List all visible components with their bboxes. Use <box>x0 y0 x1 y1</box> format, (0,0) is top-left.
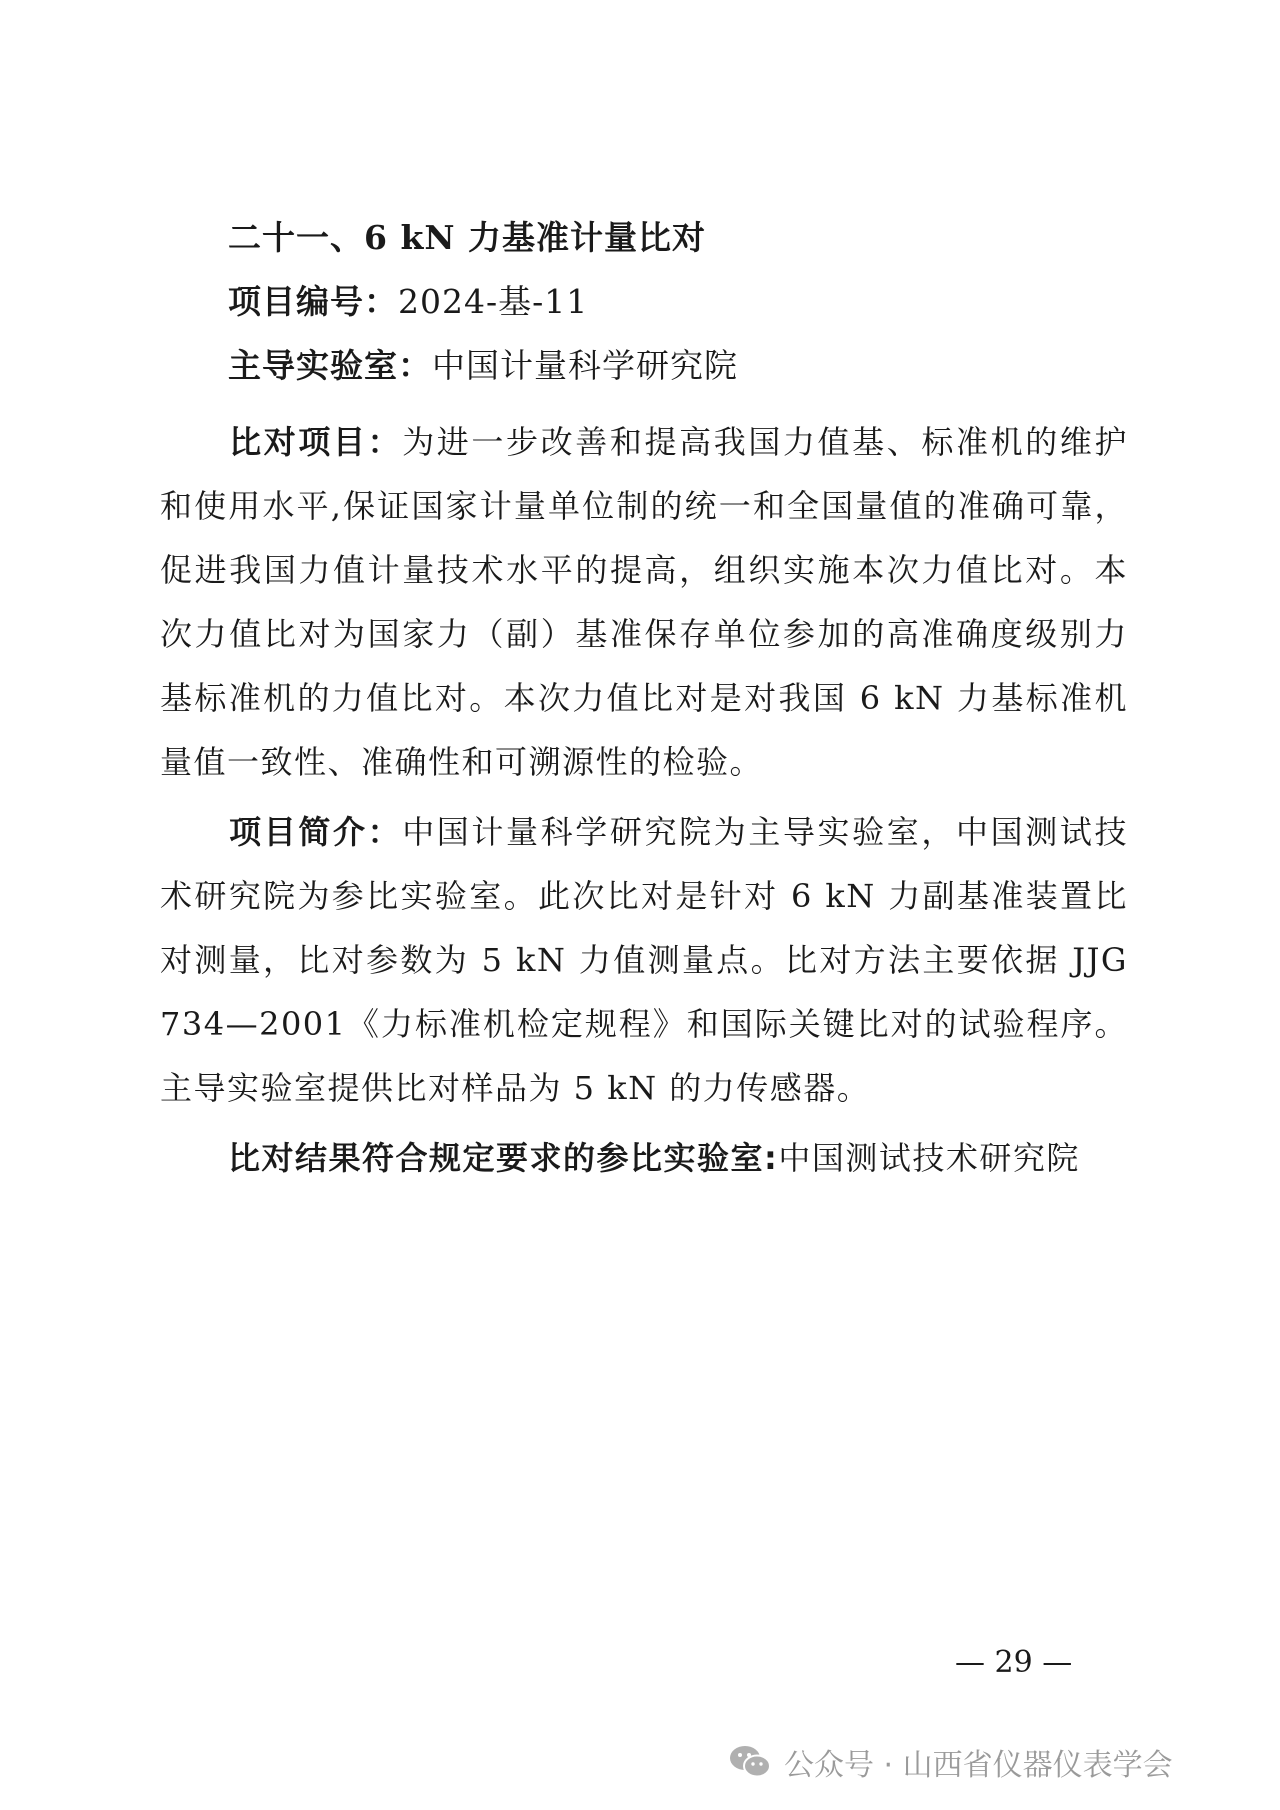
comparison-item-text: 为进一步改善和提高我国力值基、标准机的维护和使用水平,保证国家计量单位制的统一和全国量值的准确可靠，促进我国力值计量技术水平的提高，组织实施本次力值比对。本次力值比对为国家力（副）基准保存单位参加的高准确度级别力基标准机的力值比对。本次力值比对是对我国 6 kN 力基标准机量值一致性、准确性和可溯源性的检验。 <box>160 423 1128 781</box>
page-number: — 29 — <box>955 1645 1073 1680</box>
watermark-text: 公众号 · 山西省仪器仪表学会 <box>784 1748 1173 1783</box>
result-label: 比对结果符合规定要求的参比实验室: <box>228 1139 779 1177</box>
watermark <box>728 1740 1173 1784</box>
project-intro-label: 项目简介： <box>228 813 403 851</box>
project-intro-paragraph <box>160 800 1128 1120</box>
project-number-value: 2024-基-11 <box>398 282 589 321</box>
lead-lab <box>228 346 1128 386</box>
comparison-item-label: 比对项目： <box>228 423 403 461</box>
comparison-item-paragraph <box>160 410 1128 794</box>
section-heading: 二十一、6 kN 力基准计量比对 <box>228 218 706 257</box>
document-body <box>160 218 1128 1196</box>
project-number-label: 项目编号： <box>228 282 398 321</box>
result-value: 中国测试技术研究院 <box>778 1139 1080 1177</box>
result-paragraph <box>160 1126 1128 1190</box>
project-number <box>228 282 1128 322</box>
wechat-icon <box>728 1744 772 1780</box>
project-intro-text: 中国计量科学研究院为主导实验室，中国测试技术研究院为参比实验室。此次比对是针对 6 kN 力副基准装置比对测量，比对参数为 5 kN 力值测量点。比对方法主要依据 JJG 734—2001《力标准机检定规程》和国际关键比对的试验程序。主导实验室提供比对样品为 5 kN 的力传感器。 <box>160 813 1128 1107</box>
lead-lab-label: 主导实验室： <box>228 346 432 385</box>
lead-lab-value: 中国计量科学研究院 <box>432 346 738 385</box>
